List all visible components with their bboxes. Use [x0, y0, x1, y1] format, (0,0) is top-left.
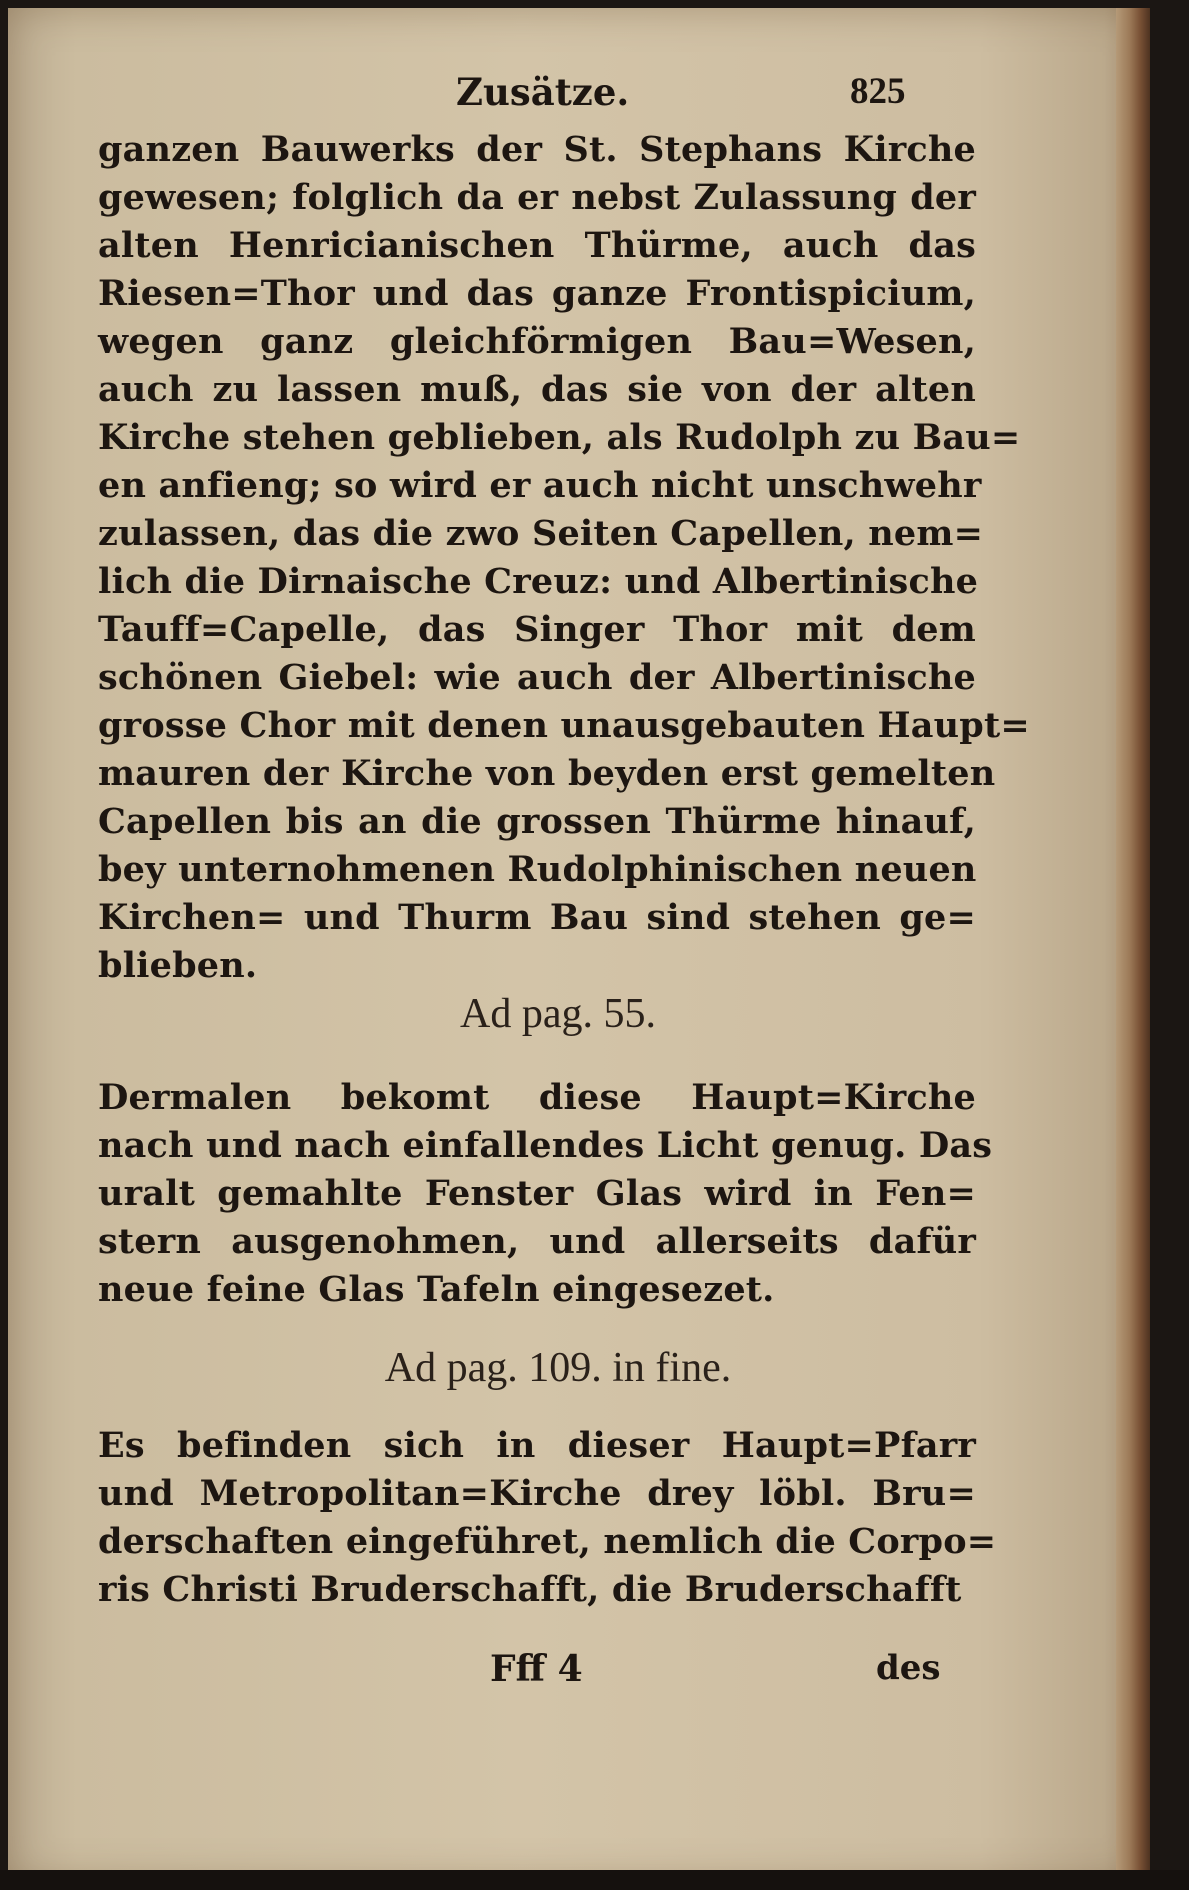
signature-mark: Fff 4: [490, 1648, 583, 1690]
text-line: ganzen Bauwerks der St. Stephans Kirche: [98, 129, 976, 170]
paragraph-2: [98, 1074, 993, 1314]
text-line: alten Henricianischen Thürme, auch das: [98, 225, 976, 266]
page-edge-shadow: [1116, 8, 1150, 1882]
text-line: nach und nach einfallendes Licht genug. Das: [98, 1125, 993, 1166]
running-head: [8, 70, 1108, 126]
paragraph-1: [98, 126, 1030, 990]
text-line: en anfieng; so wird er auch nicht unschwehr: [98, 465, 982, 506]
text-line: Kirchen= und Thurm Bau sind stehen ge=: [98, 897, 976, 938]
text-line: auch zu lassen muß, das sie von der alten: [98, 369, 976, 410]
section-heading-ad-pag-109: Ad pag. 109. in fine.: [384, 1345, 732, 1391]
text-line: Dermalen bekomt diese Haupt=Kirche: [98, 1077, 976, 1118]
text-line: zulassen, das die zwo Seiten Capellen, nem=: [98, 513, 984, 554]
text-line: neue feine Glas Tafeln eingesezet.: [98, 1269, 775, 1310]
paragraph-3: [98, 1422, 997, 1614]
text-line: und Metropolitan=Kirche drey löbl. Bru=: [98, 1473, 976, 1514]
text-line: stern ausgenohmen, und allerseits dafür: [98, 1221, 976, 1262]
text-line: blieben.: [98, 945, 258, 986]
section-heading-ad-pag-55: Ad pag. 55.: [460, 991, 656, 1037]
text-line: mauren der Kirche von beyden erst gemelten: [98, 753, 996, 794]
running-title: Zusätze.: [456, 70, 630, 114]
catchword: des: [876, 1648, 941, 1688]
page-footer: [8, 1648, 1108, 1704]
text-line: lich die Dirnaische Creuz: und Albertinische: [98, 561, 979, 602]
text-line: grosse Chor mit denen unausgebauten Haupt=: [98, 705, 1030, 746]
text-line: gewesen; folglich da er nebst Zulassung der: [98, 177, 976, 218]
text-line: Riesen=Thor und das ganze Frontispicium,: [98, 273, 976, 314]
text-line: derschaften eingeführet, nemlich die Corpo=: [98, 1521, 997, 1562]
text-line: Kirche stehen geblieben, als Rudolph zu Bau=: [98, 417, 1021, 458]
scan-bottom-border: [0, 1870, 1189, 1890]
text-line: Es befinden sich in dieser Haupt=Pfarr: [98, 1425, 976, 1466]
text-line: ris Christi Bruderschafft, die Bruderschafft: [98, 1569, 962, 1610]
text-line: Capellen bis an die grossen Thürme hinauf,: [98, 801, 976, 842]
page-number: 825: [850, 71, 906, 112]
text-line: bey unternohmenen Rudolphinischen neuen: [98, 849, 977, 890]
text-line: uralt gemahlte Fenster Glas wird in Fen=: [98, 1173, 976, 1214]
text-line: Tauff=Capelle, das Singer Thor mit dem: [98, 609, 976, 650]
text-line: wegen ganz gleichförmigen Bau=Wesen,: [98, 321, 976, 362]
page-sheet: [8, 8, 1150, 1882]
text-line: schönen Giebel: wie auch der Albertinische: [98, 657, 976, 698]
